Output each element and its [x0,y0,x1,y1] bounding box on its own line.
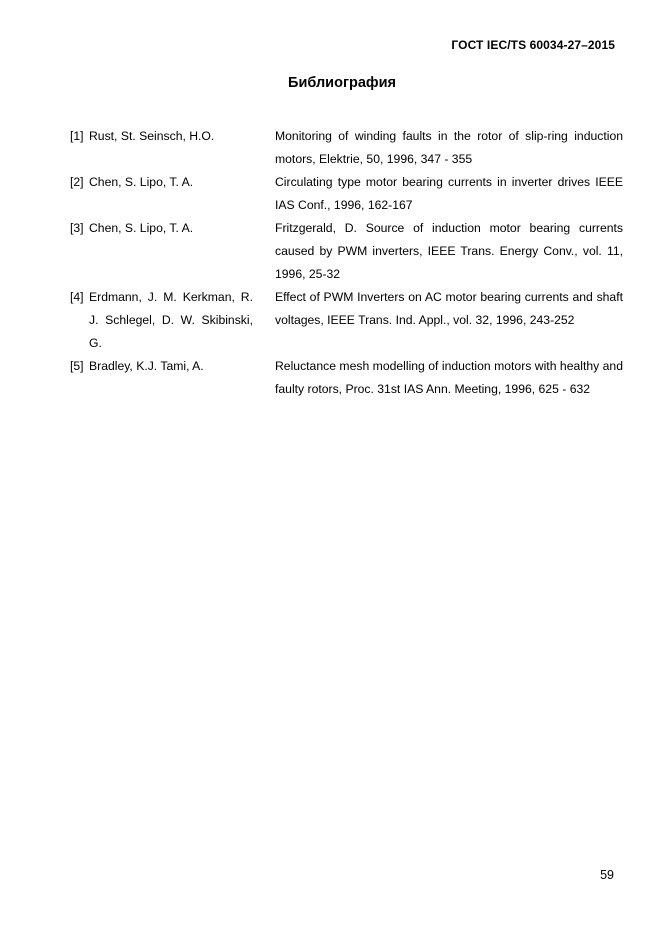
bibliography-entry [70,125,623,171]
entry-number: [2] [70,175,84,189]
bibliography-entry [70,355,623,401]
entry-number: [4] [70,290,84,304]
entry-reference: Fritzgerald, D. Source of induction motor bearing currents caused by PWM inverters, IEEE Trans. Energy Conv., vol. 11, 1996, 25-32 [275,221,623,281]
entry-reference: Reluctance mesh modelling of induction motors with healthy and faulty rotors, Proc. 31st IAS Ann. Meeting, 1996, 625 - 632 [275,359,623,396]
entry-number: [1] [70,129,84,143]
page-number: 59 [600,868,614,882]
bibliography-entry [70,286,623,355]
entry-authors: Rust, St. Seinsch, H.O. [89,129,215,143]
document-header-standard: ГОСТ IEC/TS 60034-27–2015 [451,38,615,52]
bibliography-list [70,125,623,401]
entry-authors: Erdmann, J. M. Kerkman, R. J. Schlegel, D. W. Skibinski, G. [89,290,253,350]
entry-reference: Monitoring of winding faults in the rotor of slip-ring induction motors, Elektrie, 50, 1996, 347 - 355 [275,129,623,166]
page-title: Библиография [288,75,396,91]
entry-authors: Chen, S. Lipo, T. A. [89,175,194,189]
entry-reference: Circulating type motor bearing currents in inverter drives IEEE IAS Conf., 1996, 162-167 [275,175,623,212]
entry-number: [3] [70,221,84,235]
entry-number: [5] [70,359,84,373]
entry-reference: Effect of PWM Inverters on AC motor bearing currents and shaft voltages, IEEE Trans. Ind. Appl., vol. 32, 1996, 243-252 [275,290,623,327]
entry-authors: Chen, S. Lipo, T. A. [89,221,194,235]
entry-authors: Bradley, K.J. Tami, A. [89,359,204,373]
bibliography-entry [70,217,623,286]
bibliography-entry [70,171,623,217]
